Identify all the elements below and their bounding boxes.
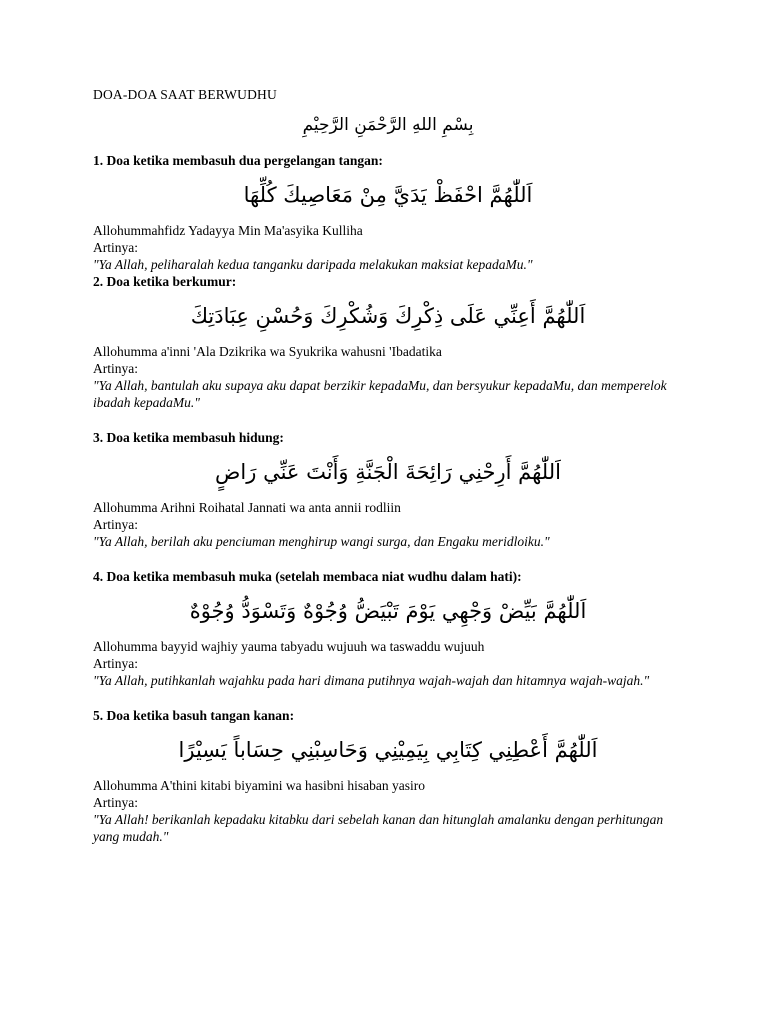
latin-transliteration: Allohumma a'inni 'Ala Dzikrika wa Syukrika wahusni 'Ibadatika bbox=[93, 344, 442, 359]
latin-transliteration: Allohumma A'thini kitabi biyamini wa hasibni hisaban yasiro bbox=[93, 778, 426, 793]
meaning-text: "Ya Allah, berilah aku penciuman menghirup wangi surga, dan Engaku meridloiku." bbox=[93, 534, 550, 549]
doa-section bbox=[93, 568, 683, 689]
section-spacer bbox=[93, 550, 683, 568]
doa-section bbox=[93, 707, 683, 845]
section-spacer bbox=[93, 689, 683, 707]
artinya-label: Artinya: bbox=[93, 517, 138, 532]
arabic-text: اَللّٰهُمَّ أَعْطِنِي كِتَابِي بِيَمِيْنِي وَحَاسِبْنِي حِسَاباً يَسِيْرًا bbox=[178, 738, 598, 762]
meaning-text: "Ya Allah, putihkanlah wajahku pada hari dimana putihnya wajah-wajah dan hitamnya wajah-wajah." bbox=[93, 673, 650, 688]
document-title: DOA-DOA SAAT BERWUDHU bbox=[93, 87, 277, 102]
section-spacer bbox=[93, 411, 683, 429]
artinya-label: Artinya: bbox=[93, 656, 138, 671]
arabic-text: اَللّٰهُمَّ أَرِحْنِي رَائِحَةَ الْجَنَّةِ وَأَنْتَ عَنِّي رَاضٍ bbox=[215, 460, 561, 484]
section-heading: 4. Doa ketika membasuh muka (setelah membaca niat wudhu dalam hati): bbox=[93, 569, 522, 584]
doa-section bbox=[93, 429, 683, 550]
latin-transliteration: Allohumma Arihni Roihatal Jannati wa anta annii rodliin bbox=[93, 500, 401, 515]
section-heading: 2. Doa ketika berkumur: bbox=[93, 274, 237, 289]
document-page bbox=[93, 86, 683, 845]
section-heading: 5. Doa ketika basuh tangan kanan: bbox=[93, 708, 295, 723]
artinya-label: Artinya: bbox=[93, 240, 138, 255]
meaning-text: "Ya Allah, peliharalah kedua tanganku daripada melakukan maksiat kepadaMu." bbox=[93, 257, 533, 272]
arabic-text: اَللّٰهُمَّ احْفَظْ يَدَيَّ مِنْ مَعَاصِيكَ كُلِّهَا bbox=[243, 183, 533, 207]
section-heading: 3. Doa ketika membasuh hidung: bbox=[93, 430, 284, 445]
artinya-label: Artinya: bbox=[93, 361, 138, 376]
meaning-text: "Ya Allah, bantulah aku supaya aku dapat berzikir kepadaMu, dan bersyukur kepadaMu, dan memperelok ibadah kepadaMu." bbox=[93, 378, 667, 410]
doa-section bbox=[93, 273, 683, 411]
section-heading: 1. Doa ketika membasuh dua pergelangan tangan: bbox=[93, 153, 383, 168]
latin-transliteration: Allohummahfidz Yadayya Min Ma'asyika Kulliha bbox=[93, 223, 363, 238]
doa-section bbox=[93, 152, 683, 273]
arabic-text: اَللّٰهُمَّ أَعِنِّي عَلَى ذِكْرِكَ وَشُكْرِكَ وَحُسْنِ عِبَادَتِكَ bbox=[190, 304, 586, 328]
artinya-label: Artinya: bbox=[93, 795, 138, 810]
latin-transliteration: Allohumma bayyid wajhiy yauma tabyadu wujuuh wa taswaddu wujuuh bbox=[93, 639, 485, 654]
meaning-text: "Ya Allah! berikanlah kepadaku kitabku dari sebelah kanan dan hitunglah amalanku dengan perhitungan yang mudah." bbox=[93, 812, 664, 844]
arabic-text: اَللّٰهُمَّ بَيِّضْ وَجْهِي يَوْمَ تَبْيَضُّ وُجُوْهٌ وَتَسْوَدُّ وُجُوْهٌ bbox=[189, 599, 587, 623]
basmala-arabic: بِسْمِ اللهِ الرَّحْمَنِ الرَّحِيْمِ bbox=[302, 115, 474, 135]
